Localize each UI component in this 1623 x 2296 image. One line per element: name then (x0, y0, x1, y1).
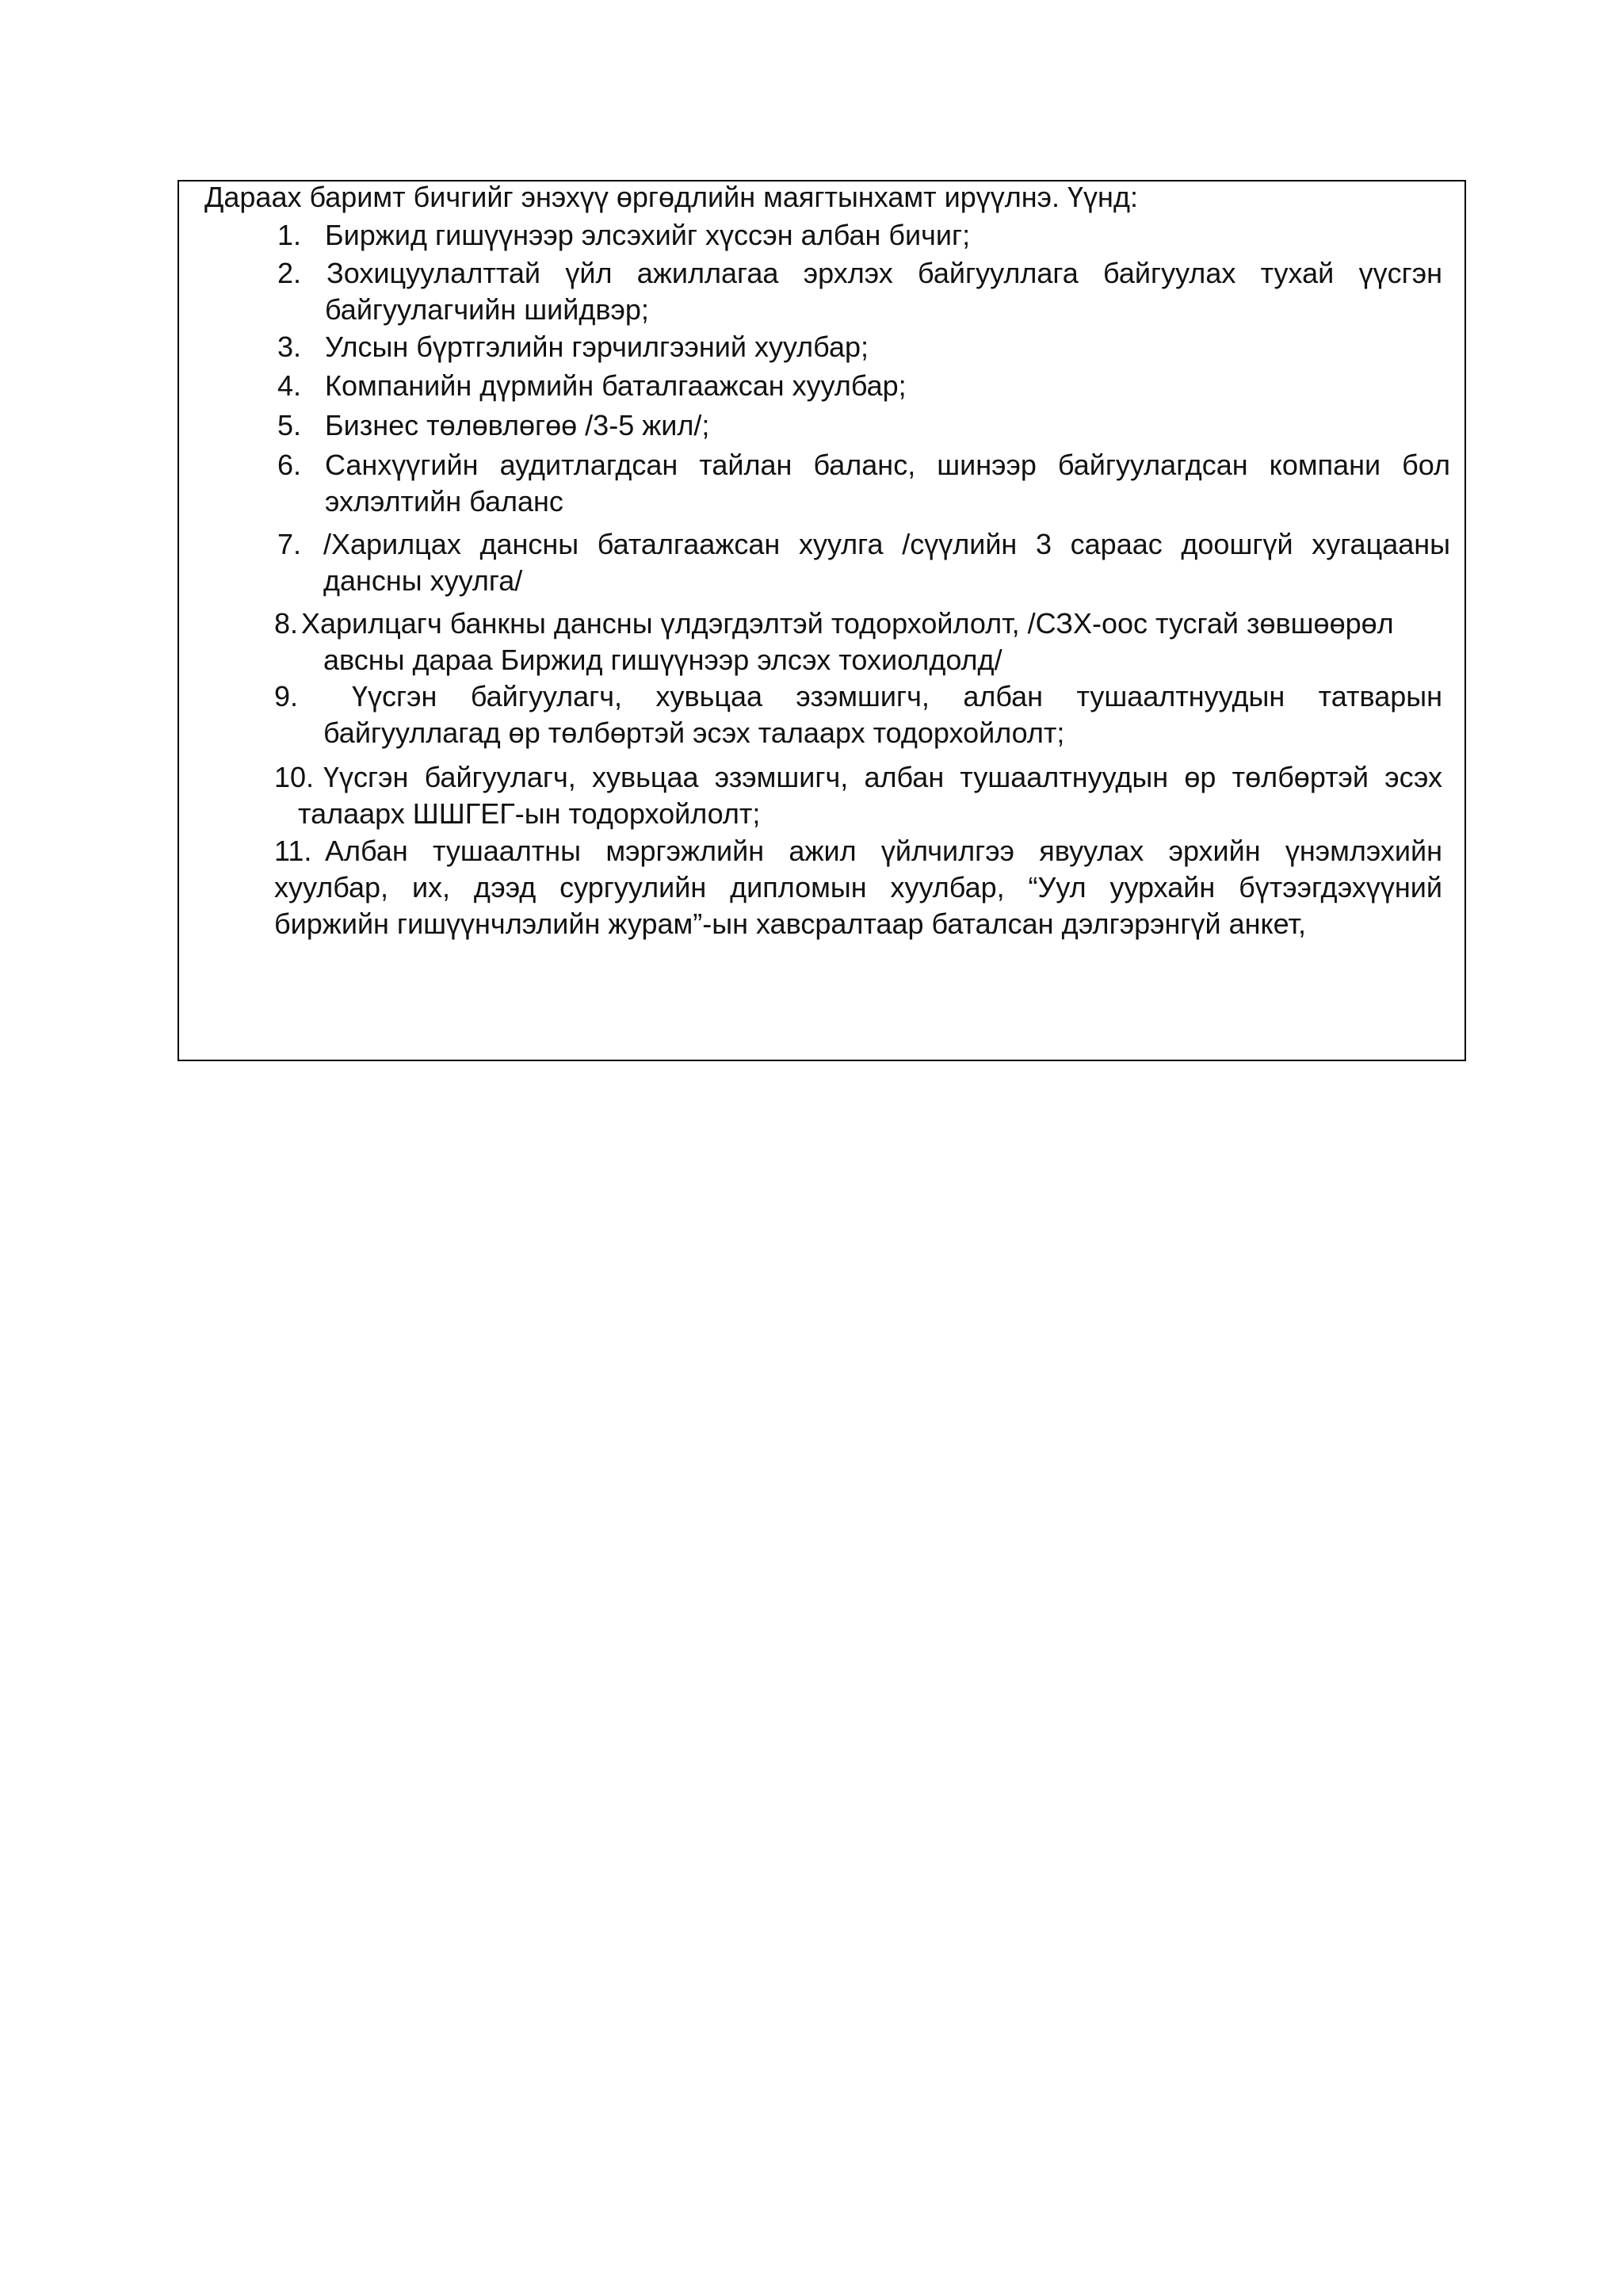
item-number: 10. (274, 761, 315, 793)
item-text: Компанийн дүрмийн баталгаажсан хуулбар; (325, 369, 907, 402)
list-item (274, 606, 1442, 678)
item-text-line: Үүсгэн байгуулагч, хувьцаа эзэмшигч, албан тушаалтнуудын татварын (352, 680, 1442, 712)
item-text-line: дансны хуулга/ (323, 564, 523, 597)
item-text: Улсын бүртгэлийн гэрчилгээний хуулбар; (325, 330, 869, 363)
list-item (277, 329, 1442, 365)
item-number: 4. (277, 369, 302, 402)
item-number: 3. (277, 330, 302, 363)
item-text-line: Албан тушаалтны мэргэжлийн ажил үйлчилгээ явуулах эрхийн үнэмлэхийн (325, 835, 1442, 867)
item-text-line: хуулбар, их, дээд сургуулийн дипломын хуулбар, “Уул уурхайн бүтээгдэхүүний (274, 871, 1442, 904)
item-text-line: байгууллагад өр төлбөртэй эсэх талаарх тодорхойлолт; (323, 716, 1065, 749)
item-text-line: талаарх ШШГЕГ-ын тодорхойлолт; (298, 797, 761, 830)
item-number: 11. (274, 835, 312, 867)
list-item (274, 759, 1442, 832)
item-text: Бизнес төлөвлөгөө /3-5 жил/; (325, 409, 710, 441)
list-item (277, 407, 1442, 444)
list-item (277, 217, 1442, 254)
item-text-line: биржийн гишүүнчлэлийн журам”-ын хавсралтаар баталсан дэлгэрэнгүй анкет, (274, 907, 1306, 940)
item-text-line: эхлэлтийн баланс (325, 485, 563, 518)
item-text-line: Зохицуулалттай үйл ажиллагаа эрхлэх байгууллага байгуулах тухай үүсгэн (327, 257, 1442, 289)
item-text-line: авсны дараа Биржид гишүүнээр элсэх тохиолдолд/ (323, 644, 1002, 676)
list-item (277, 447, 1450, 520)
list-item (274, 833, 1442, 942)
item-number: 5. (277, 409, 302, 441)
item-text-line: байгуулагчийн шийдвэр; (325, 293, 649, 326)
item-text-line: /Харилцах дансны баталгаажсан хуулга /сүүлийн 3 сараас доошгүй хугацааны (323, 528, 1450, 560)
list-item (277, 255, 1442, 328)
item-number: 2. (277, 257, 302, 289)
item-number: 8. (274, 607, 299, 640)
list-item (277, 526, 1450, 599)
item-number: 9. (274, 680, 299, 712)
item-text-line: Харилцагч банкны дансны үлдэгдэлтэй тодорхойлолт, /СЗХ-оос тусгай зөвшөөрөл (301, 607, 1394, 640)
item-number: 1. (277, 219, 302, 251)
item-text-line: Санхүүгийн аудитлагдсан тайлан баланс, шинээр байгуулагдсан компани бол (325, 449, 1450, 481)
intro-text: Дараах баримт бичгийг энэхүү өргөдлийн маягтынхамт ирүүлнэ. Үүнд: (204, 181, 1138, 213)
list-item (274, 678, 1442, 751)
item-text: Биржид гишүүнээр элсэхийг хүссэн албан бичиг; (325, 219, 971, 251)
item-number: 6. (277, 449, 302, 481)
list-item (277, 368, 1442, 404)
item-text-line: Үүсгэн байгуулагч, хувьцаа эзэмшигч, албан тушаалтнуудын өр төлбөртэй эсэх (323, 761, 1442, 793)
item-number: 7. (277, 528, 302, 560)
